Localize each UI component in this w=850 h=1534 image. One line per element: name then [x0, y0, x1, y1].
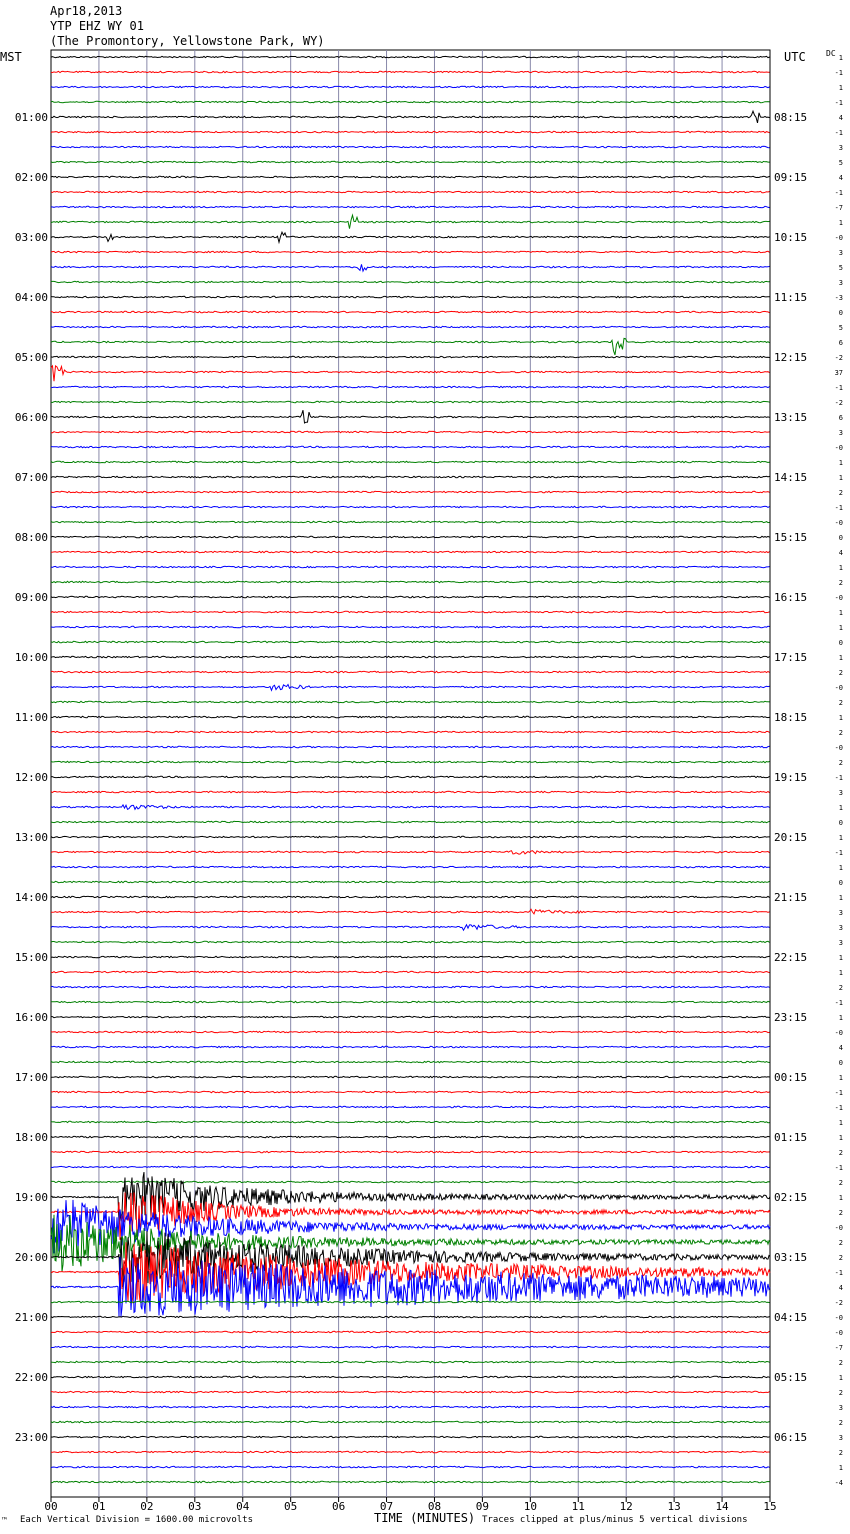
mst-hour-label: 10:00 — [14, 651, 48, 664]
trace-row-70 — [51, 1106, 770, 1107]
dc-offset-label: -1 — [834, 99, 843, 107]
dc-offset-label: 1 — [838, 1119, 843, 1127]
dc-offset-label: 1 — [838, 624, 843, 632]
trace-row-16 — [51, 296, 770, 297]
mst-hour-label: 16:00 — [14, 1011, 48, 1024]
dc-offset-label: 3 — [838, 909, 843, 917]
trace-row-48 — [51, 776, 770, 777]
dc-offset-label: 3 — [838, 789, 843, 797]
trace-row-45 — [51, 731, 770, 732]
dc-offset-label: 3 — [838, 279, 843, 287]
x-tick-label: 03 — [188, 1500, 202, 1513]
mst-hour-label: 21:00 — [14, 1311, 48, 1324]
mst-hour-label: 07:00 — [14, 471, 48, 484]
dc-offset-label: 6 — [838, 339, 843, 347]
trace-row-3 — [51, 101, 770, 102]
mst-hour-label: 05:00 — [14, 351, 48, 364]
dc-offset-label: -0 — [834, 594, 843, 602]
dc-offset-label: 1 — [838, 969, 843, 977]
trace-row-25 — [51, 431, 770, 432]
dc-offset-label: -1 — [834, 999, 843, 1007]
mst-hour-label: 09:00 — [14, 591, 48, 604]
trace-row-55 — [51, 881, 770, 882]
mst-hour-label: 08:00 — [14, 531, 48, 544]
trace-row-84 — [51, 1316, 770, 1317]
trace-row-0 — [51, 56, 770, 57]
dc-offset-label: 2 — [838, 489, 843, 497]
dc-offset-label: -1 — [834, 1269, 843, 1277]
trace-row-32 — [51, 536, 770, 537]
trace-row-71 — [51, 1121, 770, 1122]
dc-offset-label: 1 — [838, 84, 843, 92]
dc-offset-label: 2 — [838, 579, 843, 587]
trace-row-1 — [51, 71, 770, 72]
dc-offset-label: 1 — [838, 1074, 843, 1082]
trace-row-46 — [51, 746, 770, 747]
trace-row-34 — [51, 566, 770, 567]
x-tick-label: 09 — [475, 1500, 490, 1513]
trace-row-92 — [51, 1436, 770, 1437]
trace-row-29 — [51, 491, 770, 492]
trace-row-14 — [51, 264, 770, 271]
utc-hour-label: 12:15 — [774, 351, 808, 364]
trace-row-20 — [51, 356, 770, 357]
dc-offset-label: -0 — [834, 519, 843, 527]
dc-offset-label: 1 — [838, 1014, 843, 1022]
trace-row-28 — [51, 476, 770, 477]
dc-offset-label: -1 — [834, 69, 843, 77]
x-tick-label: 04 — [236, 1500, 250, 1513]
trace-row-36 — [51, 596, 770, 597]
dc-offset-label: -0 — [834, 1314, 843, 1322]
utc-hour-label: 05:15 — [774, 1371, 808, 1384]
utc-hour-label: 09:15 — [774, 171, 808, 184]
dc-offset-label: 3 — [838, 1434, 843, 1442]
x-tick-label: 10 — [523, 1500, 537, 1513]
x-tick-label: 05 — [284, 1500, 298, 1513]
dc-offset-label: 2 — [838, 1389, 843, 1397]
trace-row-17 — [51, 311, 770, 312]
dc-offset-label: 1 — [838, 714, 843, 722]
mst-hour-label: 19:00 — [14, 1191, 48, 1204]
trace-row-23 — [51, 401, 770, 402]
trace-row-39 — [51, 641, 770, 642]
mst-hour-label: 18:00 — [14, 1131, 48, 1144]
station-location: (The Promontory, Yellowstone Park, WY) — [50, 34, 325, 48]
trace-row-59 — [51, 941, 770, 942]
dc-offset-label: 3 — [838, 429, 843, 437]
utc-hour-label: 06:15 — [774, 1431, 808, 1444]
dc-offset-label: -2 — [834, 399, 843, 407]
dc-offset-label: 2 — [838, 1149, 843, 1157]
trace-row-76 — [51, 1172, 770, 1224]
trace-row-66 — [51, 1046, 770, 1047]
dc-offset-label: -4 — [834, 1479, 843, 1487]
trace-row-51 — [51, 821, 770, 822]
x-tick-label: 00 — [44, 1500, 58, 1513]
dc-offset-label: -0 — [834, 1029, 843, 1037]
utc-hour-label: 22:15 — [774, 951, 808, 964]
trace-row-8 — [51, 176, 770, 177]
trace-row-62 — [51, 986, 770, 987]
dc-offset-label: -0 — [834, 1224, 843, 1232]
dc-offset-label: -1 — [834, 189, 843, 197]
mst-hour-label: 15:00 — [14, 951, 48, 964]
dc-offset-label: -1 — [834, 129, 843, 137]
trace-row-57 — [51, 909, 770, 914]
trace-row-4 — [51, 111, 770, 123]
trace-row-6 — [51, 146, 770, 147]
dc-offset-label: 3 — [838, 144, 843, 152]
dc-offset-label: 1 — [838, 894, 843, 902]
dc-offset-label: 5 — [838, 159, 843, 167]
dc-header-label: DC — [826, 49, 836, 58]
dc-offset-label: -0 — [834, 234, 843, 242]
trace-row-37 — [51, 611, 770, 612]
mst-hour-label: 01:00 — [14, 111, 48, 124]
trace-row-50 — [51, 805, 770, 809]
dc-offset-label: 2 — [838, 1449, 843, 1457]
trace-row-60 — [51, 956, 770, 957]
utc-hour-label: 08:15 — [774, 111, 808, 124]
trace-row-73 — [51, 1151, 770, 1152]
trace-row-65 — [51, 1031, 770, 1032]
trace-row-5 — [51, 131, 770, 132]
dc-offset-label: 1 — [838, 219, 843, 227]
dc-offset-label: -1 — [834, 384, 843, 392]
trace-row-15 — [51, 281, 770, 282]
trace-row-72 — [51, 1136, 770, 1137]
trace-row-24 — [51, 410, 770, 423]
dc-offset-label: 2 — [838, 1179, 843, 1187]
trace-row-54 — [51, 866, 770, 867]
trace-row-31 — [51, 521, 770, 522]
trace-row-43 — [51, 701, 770, 702]
trace-row-91 — [51, 1421, 770, 1422]
trace-row-30 — [51, 506, 770, 507]
utc-hour-label: 00:15 — [774, 1071, 808, 1084]
mst-hour-label: 13:00 — [14, 831, 48, 844]
dc-offset-label: 3 — [838, 939, 843, 947]
mst-hour-label: 06:00 — [14, 411, 48, 424]
left-timezone-label: MST — [0, 50, 22, 64]
trace-row-68 — [51, 1076, 770, 1077]
trace-row-94 — [51, 1466, 770, 1467]
utc-hour-label: 21:15 — [774, 891, 808, 904]
trace-row-9 — [51, 191, 770, 192]
utc-hour-label: 13:15 — [774, 411, 808, 424]
vertical-division-note: Each Vertical Division = 1600.00 microvolts — [20, 1515, 253, 1525]
x-tick-label: 02 — [140, 1500, 154, 1513]
trace-row-38 — [51, 626, 770, 627]
dc-offset-label: 1 — [838, 564, 843, 572]
utc-hour-label: 19:15 — [774, 771, 808, 784]
dc-offset-label: 1 — [838, 804, 843, 812]
x-tick-label: 14 — [715, 1500, 729, 1513]
footer-corner-mark: ™ — [2, 1516, 7, 1525]
dc-offset-label: 3 — [838, 924, 843, 932]
dc-offset-label: 2 — [838, 729, 843, 737]
dc-offset-label: 2 — [838, 984, 843, 992]
right-timezone-label: UTC — [784, 50, 806, 64]
dc-offset-label: 5 — [838, 264, 843, 272]
dc-offset-label: 0 — [838, 309, 843, 317]
trace-row-56 — [51, 896, 770, 897]
trace-row-18 — [51, 326, 770, 327]
utc-hour-label: 04:15 — [774, 1311, 808, 1324]
mst-hour-label: 23:00 — [14, 1431, 48, 1444]
x-tick-label: 01 — [92, 1500, 106, 1513]
dc-offset-label: -0 — [834, 744, 843, 752]
mst-hour-label: 17:00 — [14, 1071, 48, 1084]
mst-hour-label: 04:00 — [14, 291, 48, 304]
x-tick-label: 12 — [619, 1500, 633, 1513]
trace-row-90 — [51, 1406, 770, 1407]
utc-hour-label: 01:15 — [774, 1131, 808, 1144]
utc-hour-label: 20:15 — [774, 831, 808, 844]
trace-row-19 — [51, 338, 770, 355]
dc-offset-label: -1 — [834, 774, 843, 782]
trace-row-40 — [51, 656, 770, 657]
dc-offset-label: 2 — [838, 1209, 843, 1217]
trace-row-95 — [51, 1481, 770, 1482]
utc-hour-label: 15:15 — [774, 531, 808, 544]
trace-row-75 — [51, 1181, 770, 1182]
trace-row-2 — [51, 86, 770, 87]
mst-hour-label: 12:00 — [14, 771, 48, 784]
dc-offset-label: 37 — [834, 369, 843, 377]
trace-row-64 — [51, 1016, 770, 1017]
dc-offset-label: -7 — [834, 1344, 843, 1352]
trace-row-10 — [51, 206, 770, 207]
trace-row-87 — [51, 1361, 770, 1362]
dc-offset-label: 1 — [838, 834, 843, 842]
dc-offset-label: 2 — [838, 669, 843, 677]
dc-offset-label: 1 — [838, 654, 843, 662]
mst-hour-label: 14:00 — [14, 891, 48, 904]
dc-offset-label: 1 — [838, 1194, 843, 1202]
dc-offset-label: 4 — [838, 174, 843, 182]
utc-hour-label: 02:15 — [774, 1191, 808, 1204]
dc-offset-label: 2 — [838, 1254, 843, 1262]
dc-offset-label: -1 — [834, 849, 843, 857]
dc-offset-label: 1 — [838, 54, 843, 62]
dc-offset-label: 1 — [838, 1464, 843, 1472]
trace-row-41 — [51, 671, 770, 672]
trace-row-47 — [51, 761, 770, 762]
utc-hour-label: 10:15 — [774, 231, 808, 244]
dc-offset-label: -2 — [834, 1299, 843, 1307]
dc-offset-label: 4 — [838, 114, 843, 122]
mst-hour-label: 22:00 — [14, 1371, 48, 1384]
trace-row-7 — [51, 161, 770, 162]
dc-offset-label: 2 — [838, 1419, 843, 1427]
x-tick-label: 13 — [667, 1500, 681, 1513]
dc-offset-label: 1 — [838, 954, 843, 962]
trace-row-21 — [51, 366, 770, 381]
x-tick-label: 15 — [763, 1500, 777, 1513]
dc-offset-label: 0 — [838, 879, 843, 887]
x-tick-label: 08 — [427, 1500, 442, 1513]
trace-row-88 — [51, 1376, 770, 1377]
dc-offset-label: 5 — [838, 324, 843, 332]
trace-row-69 — [51, 1091, 770, 1092]
dc-offset-label: 2 — [838, 1239, 843, 1247]
station-code: YTP EHZ WY 01 — [50, 19, 144, 33]
trace-row-49 — [51, 791, 770, 792]
dc-offset-label: -0 — [834, 1329, 843, 1337]
dc-offset-label: 4 — [838, 1044, 843, 1052]
utc-hour-label: 23:15 — [774, 1011, 808, 1024]
trace-row-67 — [51, 1061, 770, 1062]
dc-offset-label: 6 — [838, 414, 843, 422]
clipping-note: Traces clipped at plus/minus 5 vertical divisions — [482, 1515, 748, 1525]
x-tick-label: 06 — [331, 1500, 346, 1513]
dc-offset-label: 0 — [838, 534, 843, 542]
trace-row-33 — [51, 551, 770, 552]
mst-hour-label: 02:00 — [14, 171, 48, 184]
dc-offset-label: -7 — [834, 204, 843, 212]
dc-offset-label: 1 — [838, 1134, 843, 1142]
trace-row-93 — [51, 1451, 770, 1452]
trace-row-61 — [51, 971, 770, 972]
trace-row-11 — [51, 215, 770, 229]
trace-row-63 — [51, 1001, 770, 1002]
dc-offset-label: 2 — [838, 1359, 843, 1367]
trace-row-85 — [51, 1331, 770, 1332]
dc-offset-label: 2 — [838, 759, 843, 767]
utc-hour-label: 18:15 — [774, 711, 808, 724]
trace-row-42 — [51, 685, 770, 691]
trace-row-13 — [51, 251, 770, 252]
x-tick-label: 11 — [571, 1500, 585, 1513]
dc-offset-label: 0 — [838, 1059, 843, 1067]
utc-hour-label: 03:15 — [774, 1251, 808, 1264]
dc-offset-label: 3 — [838, 1404, 843, 1412]
dc-offset-label: 1 — [838, 864, 843, 872]
dc-offset-label: -2 — [834, 354, 843, 362]
trace-row-86 — [51, 1346, 770, 1347]
dc-offset-label: 2 — [838, 699, 843, 707]
x-axis-title: TIME (MINUTES) — [374, 1511, 476, 1525]
trace-row-35 — [51, 581, 770, 582]
dc-offset-label: 1 — [838, 474, 843, 482]
utc-hour-label: 17:15 — [774, 651, 808, 664]
trace-row-58 — [51, 925, 770, 930]
plot-date: Apr18,2013 — [50, 4, 123, 18]
trace-row-22 — [51, 386, 770, 387]
utc-hour-label: 14:15 — [774, 471, 808, 484]
dc-offset-label: -1 — [834, 1104, 843, 1112]
trace-row-89 — [51, 1391, 770, 1392]
utc-hour-label: 11:15 — [774, 291, 808, 304]
dc-offset-label: 0 — [838, 639, 843, 647]
trace-row-26 — [51, 446, 770, 447]
x-tick-label: 07 — [379, 1500, 394, 1513]
dc-offset-label: 1 — [838, 1374, 843, 1382]
trace-row-27 — [51, 461, 770, 462]
mst-hour-label: 11:00 — [14, 711, 48, 724]
trace-row-53 — [51, 851, 770, 855]
dc-offset-label: 4 — [838, 1284, 843, 1292]
mst-hour-label: 03:00 — [14, 231, 48, 244]
mst-hour-label: 20:00 — [14, 1251, 48, 1264]
trace-row-52 — [51, 836, 770, 837]
dc-offset-label: -0 — [834, 444, 843, 452]
utc-hour-label: 16:15 — [774, 591, 808, 604]
dc-offset-label: 4 — [838, 549, 843, 557]
dc-offset-label: 1 — [838, 609, 843, 617]
dc-offset-label: -1 — [834, 504, 843, 512]
dc-offset-label: -3 — [834, 294, 843, 302]
dc-offset-label: 0 — [838, 819, 843, 827]
dc-offset-label: -0 — [834, 684, 843, 692]
trace-row-74 — [51, 1166, 770, 1167]
dc-offset-label: 3 — [838, 249, 843, 257]
trace-row-44 — [51, 716, 770, 717]
trace-row-12 — [51, 232, 770, 242]
dc-offset-label: 1 — [838, 459, 843, 467]
dc-offset-label: -1 — [834, 1089, 843, 1097]
dc-offset-label: -1 — [834, 1164, 843, 1172]
